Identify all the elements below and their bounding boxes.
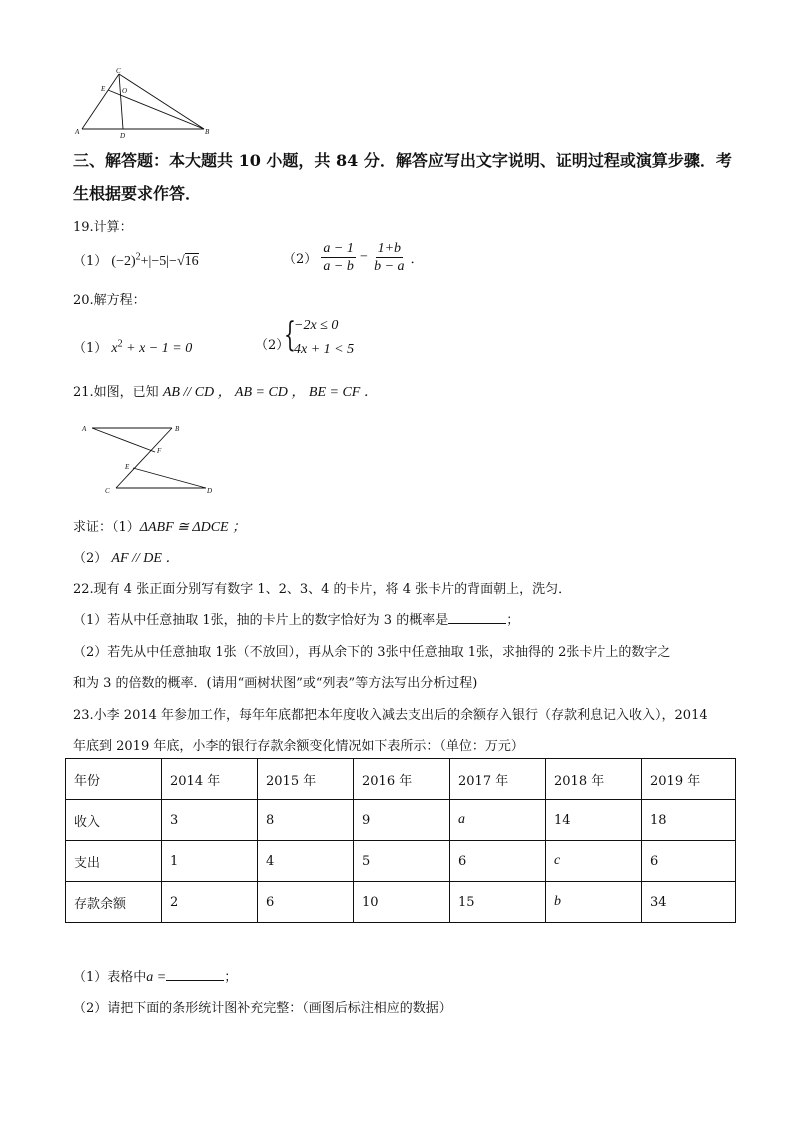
q20-part1 xyxy=(73,337,192,357)
table-cell: 2017 年 xyxy=(450,759,546,800)
table-row xyxy=(66,882,736,923)
q19-part2 xyxy=(283,240,424,275)
table-cell: 10 xyxy=(354,882,450,923)
table-cell: 15 xyxy=(450,882,546,923)
table-cell: 1 xyxy=(162,841,258,882)
brace-icon: { xyxy=(284,315,296,355)
table-cell: 存款余额 xyxy=(66,882,162,923)
segment-ac xyxy=(82,74,119,129)
label-b-fig: B xyxy=(175,425,180,433)
table-cell: 6 xyxy=(450,841,546,882)
q19-frac2-numerator: 1+b xyxy=(377,241,402,256)
segment-cd xyxy=(119,74,123,129)
q23-sub1-end: ； xyxy=(224,970,238,985)
z-figure xyxy=(80,420,220,496)
q21-prove-1 xyxy=(73,516,246,536)
q22-line2 xyxy=(73,609,519,628)
label-a: A xyxy=(75,128,80,136)
table-cell: 3 xyxy=(162,800,258,841)
q19-fraction-1 xyxy=(321,240,355,275)
table-row xyxy=(66,841,736,882)
q21-prove-math: ΔABF ≅ ΔDCE ； xyxy=(139,520,247,535)
q19-frac1-denominator: a − b xyxy=(323,259,354,274)
sqrt-icon: √ xyxy=(176,254,185,269)
q19-part2-minus: − xyxy=(360,249,368,265)
triangle-figure-top xyxy=(72,66,212,140)
q21-part2-text: （2） xyxy=(73,551,112,566)
q22-line4: 和为 3 的倍数的概率．(请用“画树状图”或“列表”等方法写出分析过程) xyxy=(73,676,478,691)
label-f-fig: F xyxy=(157,447,162,455)
q21-prove-text: 求证：（1） xyxy=(73,520,140,535)
table-row xyxy=(66,759,736,800)
table-cell: 支出 xyxy=(66,841,162,882)
label-c: C xyxy=(116,67,121,75)
q22-line2-end: ； xyxy=(506,613,520,628)
q19-frac1-numerator: a − 1 xyxy=(323,241,354,256)
table-cell: 8 xyxy=(258,800,354,841)
table-cell: 2016 年 xyxy=(354,759,450,800)
q19-fraction-2 xyxy=(372,240,406,275)
savings-table xyxy=(65,758,736,923)
q21-title xyxy=(73,381,378,401)
table-row xyxy=(66,800,736,841)
q21-part2-math: AF // DE ． xyxy=(111,551,180,566)
q20-part1-rest: + x − 1 = 0 xyxy=(122,341,193,356)
q19-part1-base: (−2) xyxy=(111,254,136,269)
label-e-fig: E xyxy=(125,463,130,471)
q21-prove-2 xyxy=(73,547,179,567)
q19-frac2-denominator: b − a xyxy=(374,259,405,274)
label-d-fig: D xyxy=(207,487,213,495)
table-cell: 6 xyxy=(258,882,354,923)
q21-title-text: 21.如图，已知 xyxy=(73,385,163,400)
label-d: D xyxy=(120,132,126,140)
table-cell-variable-c: c xyxy=(546,841,642,882)
q20-part2-line2: 4x + 1 < 5 xyxy=(294,342,355,357)
table-cell: 4 xyxy=(258,841,354,882)
q20-part2-line1: −2x ≤ 0 xyxy=(294,318,339,333)
segment-af xyxy=(92,428,155,452)
q19-part1-exp: 2 xyxy=(135,251,141,263)
q19-title: 19.计算： xyxy=(73,220,133,235)
table-cell: 18 xyxy=(642,800,736,841)
q23-sub1-math: a = xyxy=(146,970,167,985)
table-cell-variable-a: a xyxy=(450,800,546,841)
table-cell: 2 xyxy=(162,882,258,923)
table-cell: 年份 xyxy=(66,759,162,800)
q20-part1-x: x xyxy=(111,341,118,356)
q23-sub1 xyxy=(73,966,237,986)
q23-line1: 23.小李 2014 年参加工作，每年年底都把本年度收入减去支出后的余额存入银行（存款利息记入收入），2014 xyxy=(73,708,708,723)
q23-sub1-text: （1）表格中 xyxy=(73,970,147,985)
q23-sub2: （2）请把下面的条形统计图补充完整：（画图后标注相应的数据） xyxy=(73,1001,452,1016)
table-cell: 5 xyxy=(354,841,450,882)
label-o: O xyxy=(122,87,128,95)
table-cell-variable-b: b xyxy=(546,882,642,923)
q20-part1-exp: 2 xyxy=(117,338,123,350)
answer-blank-2 xyxy=(166,968,224,981)
label-b: B xyxy=(205,128,210,136)
q19-part2-label: （2） xyxy=(283,252,318,267)
q19-part1-label: （1） xyxy=(73,254,108,269)
q19-part2-end: ． xyxy=(410,252,424,267)
q22-line2-text: （1）若从中任意抽取 1张，抽的卡片上的数字恰好为 3 的概率是 xyxy=(73,613,449,628)
q22-line1: 22.现有 4 张正面分别写有数字 1、2、3、4 的卡片，将 4 张卡片的背面朝上，洗匀． xyxy=(73,582,572,597)
answer-blank-1 xyxy=(448,611,506,624)
table-cell: 收入 xyxy=(66,800,162,841)
table-cell: 6 xyxy=(642,841,736,882)
segment-ed xyxy=(133,468,206,488)
table-cell: 2015 年 xyxy=(258,759,354,800)
label-c-fig: C xyxy=(105,487,110,495)
label-e: E xyxy=(101,85,106,93)
label-a-fig: A xyxy=(82,425,87,433)
q23-line2: 年底到 2019 年底，小李的银行存款余额变化情况如下表所示：（单位：万元） xyxy=(73,739,524,754)
q20-part1-label: （1） xyxy=(73,341,108,356)
q19-part1-radicand: 16 xyxy=(184,254,199,269)
q21-title-math: AB // CD ， AB = CD ， BE = CF ． xyxy=(162,385,378,400)
table-cell: 2019 年 xyxy=(642,759,736,800)
table-cell: 2014 年 xyxy=(162,759,258,800)
section-heading-line2: 生根据要求作答． xyxy=(73,184,202,203)
q19-part1 xyxy=(73,250,199,270)
table-cell: 14 xyxy=(546,800,642,841)
segment-bc xyxy=(116,428,172,488)
table-cell: 34 xyxy=(642,882,736,923)
table-cell: 9 xyxy=(354,800,450,841)
q20-part2-label: （2） xyxy=(255,338,290,353)
segment-cb xyxy=(119,74,204,129)
q20-title: 20.解方程： xyxy=(73,293,146,308)
q22-line3: （2）若先从中任意抽取 1张（不放回），再从余下的 3张中任意抽取 1张，求抽得的 2张卡片上的数字之 xyxy=(73,645,671,660)
section-heading-line1: 三、解答题：本大题共 10 小题，共 84 分．解答应写出文字说明、证明过程或演算步骤．考 xyxy=(73,151,732,170)
q19-part1-mid: +|−5|− xyxy=(140,254,177,269)
table-cell: 2018 年 xyxy=(546,759,642,800)
